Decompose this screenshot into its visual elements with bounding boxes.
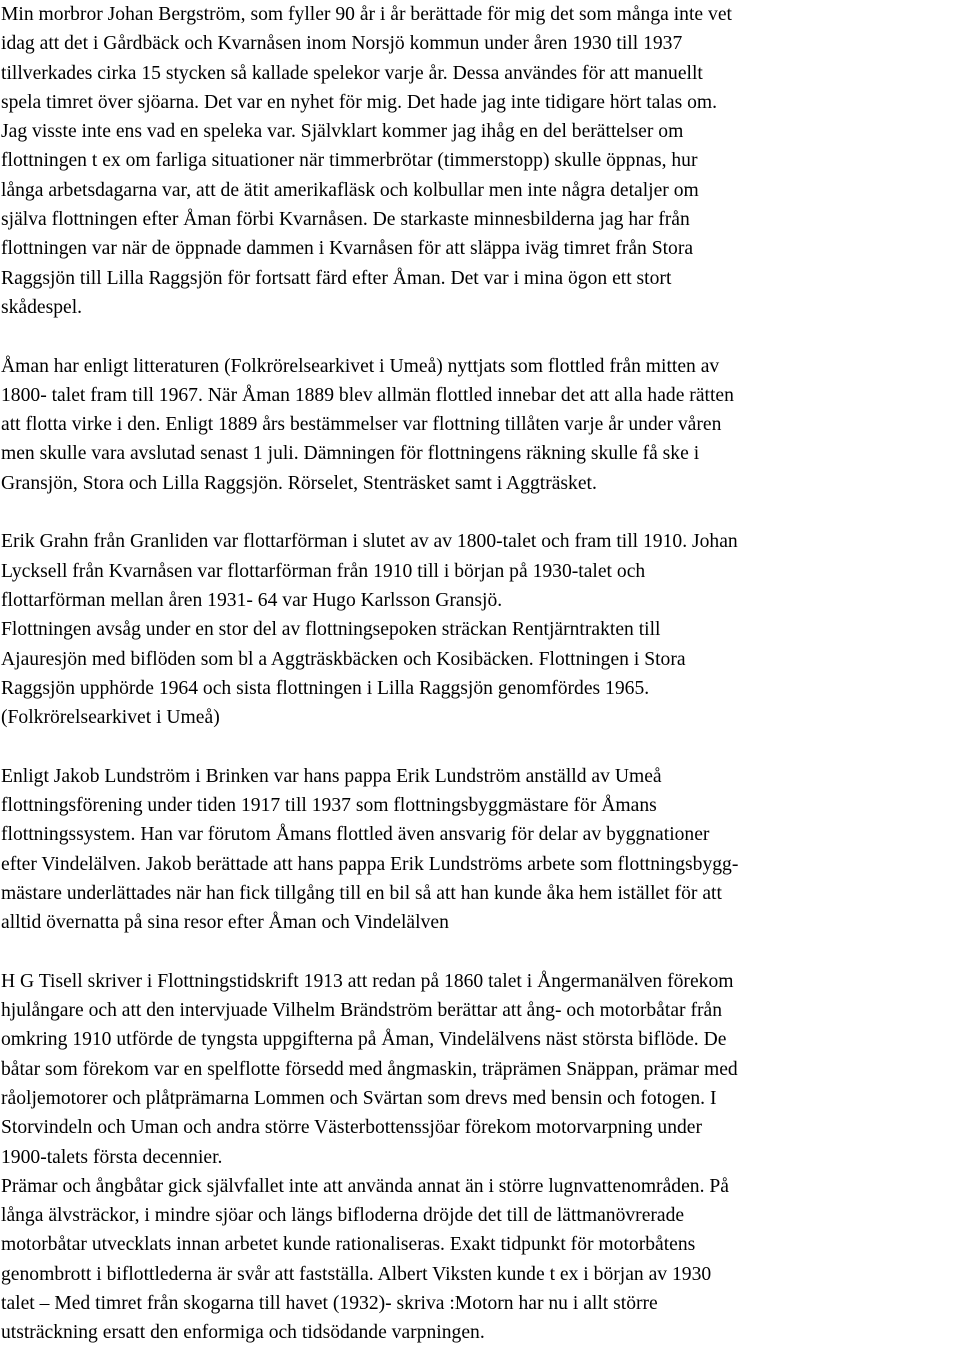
text-line: alltid övernatta på sina resor efter Åman och Vindelälven <box>1 912 449 934</box>
text-line: långa älvsträckor, i mindre sjöar och längs bifloderna dröjde det till de lättmanövrerade <box>1 1205 685 1227</box>
text-line: Min morbror Johan Bergström, som fyller 90 år i år berättade för mig det som många inte vet <box>1 4 732 25</box>
text-line: Prämar och ångbåtar gick självfallet inte att använda annat än i större lugnvattenområden. På <box>1 1175 729 1197</box>
paragraph-4 <box>1 762 960 938</box>
text-line: att flotta virke i den. Enligt 1889 års bestämmelser var flottning tillåten varje år under våren <box>1 414 722 436</box>
text-line: genombrott i biflottlederna är svår att fastställa. Albert Viksten kunde t ex i början av 1930 <box>1 1263 712 1285</box>
paragraph-gap <box>1 938 960 967</box>
text-line: långa arbetsdagarna var, att de ätit amerikafläsk och kolbullar men inte några detaljer om <box>1 179 699 201</box>
text-line: flottningen var när de öppnade dammen i Kvarnåsen för att släppa iväg timret från Stora <box>1 238 694 260</box>
text-line: Åman har enligt litteraturen (Folkrörelsearkivet i Umeå) nyttjats som flottled från mitten av <box>1 355 720 377</box>
text-line: talet – Med timret från skogarna till havet (1932)- skriva :Motorn har nu i allt större <box>1 1293 658 1315</box>
text-line: flottningsförening under tiden 1917 till 1937 som flottningsbyggmästare för Åmans <box>1 795 657 817</box>
paragraph-gap <box>1 322 960 351</box>
text-line: själva flottningen efter Åman förbi Kvarnåsen. De starkaste minnesbilderna jag har från <box>1 209 690 231</box>
text-line: omkring 1910 utförde de tyngsta uppgifterna på Åman, Vindelälvens näst största biflöde. De <box>1 1029 727 1051</box>
text-line: motorbåtar utvecklats innan arbetet kunde rationaliseras. Exakt tidpunkt för motorbåtens <box>1 1234 696 1256</box>
paragraph-gap <box>1 732 960 761</box>
text-line: Flottningen avsåg under en stor del av flottningsepoken sträckan Rentjärntrakten till <box>1 619 661 641</box>
text-line: tillverkades cirka 15 stycken så kallade spelekor varje år. Dessa användes för att manuellt <box>1 62 703 84</box>
text-line: hjulångare och att den intervjuade Vilhelm Brändström berättar att ång- och motorbåtar från <box>1 1000 722 1022</box>
text-line: (Folkrörelsearkivet i Umeå) <box>1 707 220 729</box>
text-line: mästare underlättades när han fick tillgång till en bil så att han kunde åka hem istället för att <box>1 882 722 904</box>
text-line: skådespel. <box>1 296 83 318</box>
text-line: Gransjön, Stora och Lilla Raggsjön. Rörselet, Stenträsket samt i Aggträsket. <box>1 472 597 494</box>
paragraph-5 <box>1 967 960 1348</box>
text-line: Storvindeln och Uman och andra större Västerbottenssjöar förekom motorvarpning under <box>1 1117 703 1139</box>
paragraph-3 <box>1 527 960 732</box>
text-line: flottarförman mellan åren 1931- 64 var Hugo Karlsson Gransjö. <box>1 589 503 611</box>
text-line: Lycksell från Kvarnåsen var flottarförman från 1910 till i början på 1930-talet och <box>1 560 646 582</box>
text-line: flottningssystem. Han var förutom Åmans flottled även ansvarig för delar av byggnationer <box>1 824 710 846</box>
text-line: efter Vindelälven. Jakob berättade att hans pappa Erik Lundströms arbete som flottningsbygg- <box>1 853 739 875</box>
text-line: Ajauresjön med biflöden som bl a Aggträskbäcken och Kosibäcken. Flottningen i Stora <box>1 648 686 670</box>
text-line: 1900-talets första decennier. <box>1 1146 223 1168</box>
text-line: flottningen t ex om farliga situationer när timmerbrötar (timmerstopp) skulle öppnas, hur <box>1 150 698 172</box>
text-line: spela timret över sjöarna. Det var en nyhet för mig. Det hade jag inte tidigare hört talas om. <box>1 91 718 113</box>
paragraph-gap <box>1 498 960 527</box>
text-line: Enligt Jakob Lundström i Brinken var hans pappa Erik Lundström anställd av Umeå <box>1 765 662 787</box>
text-line: Jag visste inte ens vad en speleka var. Självklart kommer jag ihåg en del berättelser om <box>1 121 684 143</box>
text-line: Erik Grahn från Granliden var flottarförman i slutet av av 1800-talet och fram till 1910. Johan <box>1 531 738 553</box>
text-line: idag att det i Gårdbäck och Kvarnåsen inom Norsjö kommun under åren 1930 till 1937 <box>1 33 683 55</box>
paragraph-1 <box>1 0 960 322</box>
text-line: Raggsjön upphörde 1964 och sista flottningen i Lilla Raggsjön genomfördes 1965. <box>1 677 650 699</box>
text-line: H G Tisell skriver i Flottningstidskrift 1913 att redan på 1860 talet i Ångermanälven förekom <box>1 970 734 992</box>
text-line: utsträckning ersatt den enformiga och tidsödande varpningen. <box>1 1322 485 1344</box>
text-line: råoljemotorer och plåtprämarna Lommen och Svärtan som drevs med bensin och fotogen. I <box>1 1087 717 1109</box>
paragraph-2 <box>1 352 960 498</box>
text-line: men skulle vara avslutad senast 1 juli. Dämningen för flottningens räkning skulle få ske i <box>1 443 700 465</box>
text-line: Raggsjön till Lilla Raggsjön för fortsatt färd efter Åman. Det var i mina ögon ett stort <box>1 267 672 289</box>
text-line: 1800- talet fram till 1967. När Åman 1889 blev allmän flottled innebar det att alla hade rätten <box>1 384 734 406</box>
text-line: båtar som förekom var en spelflotte försedd med ångmaskin, träprämen Snäppan, prämar med <box>1 1058 738 1080</box>
